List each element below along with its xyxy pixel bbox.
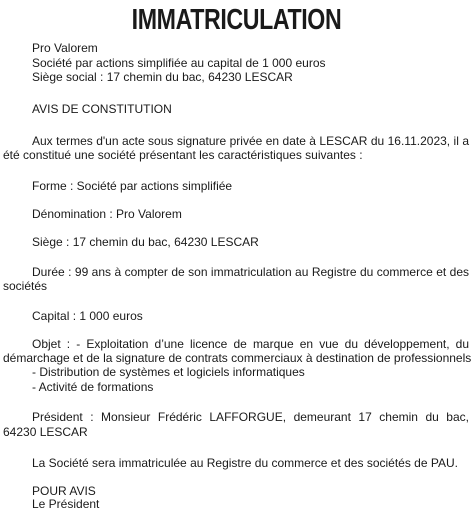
objet-item-2: - Activité de formations: [32, 380, 154, 394]
company-head-office: Siège social : 17 chemin du bac, 64230 LESCAR: [32, 70, 293, 84]
forme-field: Forme : Société par actions simplifiée: [32, 179, 233, 193]
notice-type: AVIS DE CONSTITUTION: [32, 102, 172, 116]
signatory: Le Président: [32, 497, 100, 511]
objet-line-2: démarchage et de la signature de contrats commerciaux à destination de professionnels: [3, 351, 472, 365]
denomination-field: Dénomination : Pro Valorem: [32, 207, 182, 221]
duree-line-1: Durée : 99 ans à compter de son immatriculation au Registre du commerce et des: [32, 265, 469, 279]
intro-line-2: été constitué une société présentant les caractéristiques suivantes :: [3, 148, 363, 162]
company-form-capital: Société par actions simplifiée au capital de 1 000 euros: [32, 56, 326, 70]
notice-title: IMMATRICULATION: [131, 4, 342, 36]
intro-line-1: Aux termes d'un acte sous signature privée en date à LESCAR du 16.11.2023, il a: [32, 134, 469, 148]
registration-statement: La Société sera immatriculée au Registre du commerce et des sociétés de PAU.: [32, 456, 458, 470]
objet-line-1: Objet : - Exploitation d’une licence de marque en vue du développement, du: [32, 337, 469, 351]
pour-avis: POUR AVIS: [32, 484, 96, 498]
capital-field: Capital : 1 000 euros: [32, 309, 143, 323]
siege-field: Siège : 17 chemin du bac, 64230 LESCAR: [32, 235, 259, 249]
president-line-2: 64230 LESCAR: [3, 425, 88, 439]
objet-item-1: - Distribution de systèmes et logiciels informatiques: [32, 365, 305, 379]
company-name: Pro Valorem: [32, 41, 98, 55]
president-line-1: Président : Monsieur Frédéric LAFFORGUE, demeurant 17 chemin du bac,: [32, 410, 469, 424]
duree-line-2: sociétés: [3, 279, 48, 293]
